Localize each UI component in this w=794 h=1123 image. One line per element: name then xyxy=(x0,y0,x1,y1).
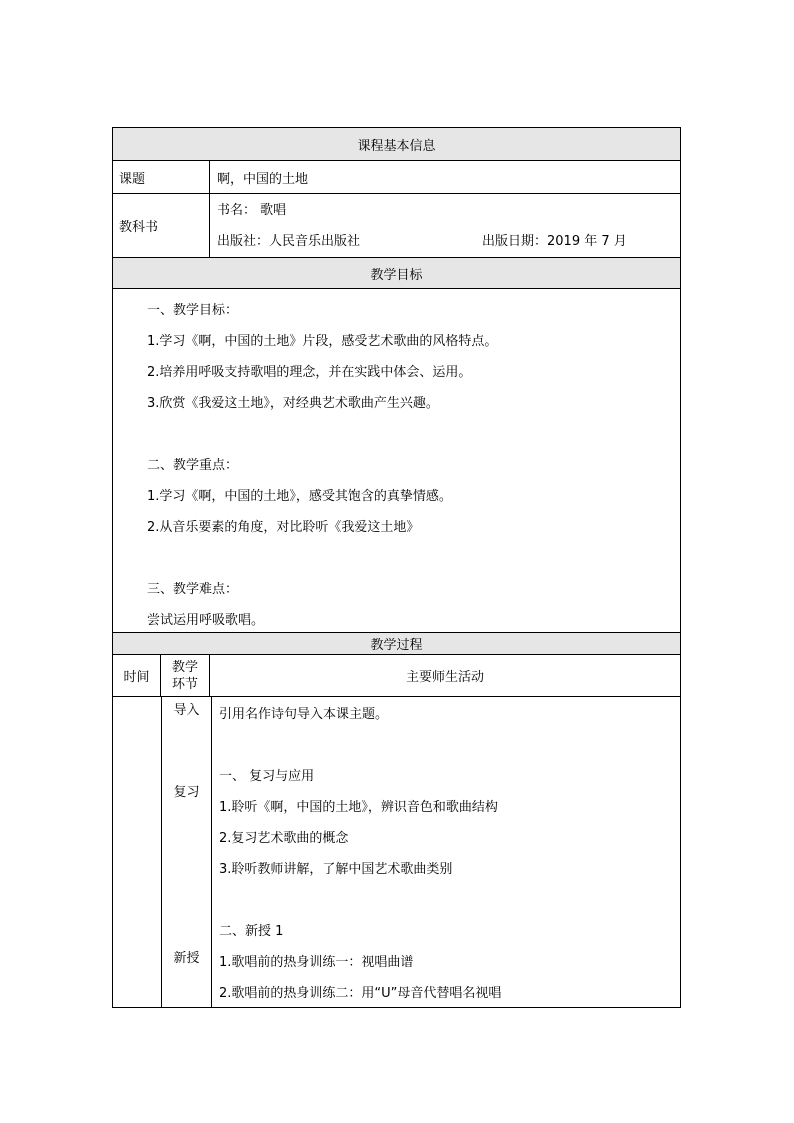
goals-header xyxy=(113,258,680,289)
time-cell xyxy=(113,697,162,1007)
stage-label: 新授 xyxy=(173,951,200,966)
stage-header xyxy=(161,655,210,696)
activity-line: 3.聆听教师讲解，了解中国艺术歌曲类别 xyxy=(219,862,453,877)
textbook-details xyxy=(210,194,680,257)
objective-item: 1.学习《啊，中国的土地》片段，感受艺术歌曲的风格特点。 xyxy=(147,334,498,349)
publisher: 出版社：人民音乐出版社 xyxy=(217,233,361,249)
publisher-line xyxy=(217,226,680,257)
activity-line: 1.歌唱前的热身训练一：视唱曲谱 xyxy=(219,955,414,970)
difficulty-item: 尝试运用呼吸歌唱。 xyxy=(147,613,265,628)
time-header: 时间 xyxy=(113,655,161,696)
course-info-header xyxy=(113,128,680,161)
key-point-item: 1.学习《啊，中国的土地》，感受其饱含的真挚情感。 xyxy=(147,489,452,504)
activity-header: 主要师生活动 xyxy=(405,670,484,685)
stage-header-line1: 教学 xyxy=(171,659,198,675)
process-column-headers xyxy=(113,655,680,697)
course-info-title: 课程基本信息 xyxy=(357,138,436,154)
topic-label: 课题 xyxy=(113,161,210,193)
activity-line: 一、 复习与应用 xyxy=(219,769,315,784)
activity-line: 1.聆听《啊，中国的土地》，辨识音色和歌曲结构 xyxy=(219,800,498,815)
difficulties-heading: 三、教学难点： xyxy=(147,582,239,597)
publish-date: 出版日期：2019 年 7 月 xyxy=(482,233,627,249)
stage-label: 导入 xyxy=(173,703,200,718)
objective-item: 2.培养用呼吸支持歌唱的理念，并在实践中体会、运用。 xyxy=(147,365,472,380)
stage-header-line2: 环节 xyxy=(171,676,198,692)
objectives-heading: 一、教学目标： xyxy=(147,303,239,318)
stage-cell xyxy=(162,697,212,1007)
book-name: 书名： 歌唱 xyxy=(217,202,287,218)
goals-title: 教学目标 xyxy=(370,267,423,283)
textbook-label: 教科书 xyxy=(113,194,210,257)
process-body-row xyxy=(113,697,680,1007)
key-point-item: 2.从音乐要素的角度，对比聆听《我爱这土地》 xyxy=(147,520,420,535)
goals-body-row xyxy=(113,289,680,633)
process-title: 教学过程 xyxy=(370,638,423,653)
activity-line: 引用名作诗句导入本课主题。 xyxy=(219,707,389,722)
lesson-plan-table xyxy=(112,127,681,1008)
activity-line: 2.歌唱前的热身训练二：用“U”母音代替唱名视唱 xyxy=(219,986,502,1001)
key-points-heading: 二、教学重点： xyxy=(147,458,239,473)
topic-row xyxy=(113,161,680,194)
stage-label: 复习 xyxy=(173,785,200,800)
goals-body xyxy=(113,289,497,632)
process-header xyxy=(113,633,680,655)
topic-value: 啊，中国的土地 xyxy=(217,171,309,187)
objective-item: 3.欣赏《我爱这土地》，对经典艺术歌曲产生兴趣。 xyxy=(147,396,439,411)
activity-cell xyxy=(212,697,680,1007)
activity-line: 2.复习艺术歌曲的概念 xyxy=(219,831,349,846)
activity-line: 二、新授 1 xyxy=(219,924,284,939)
textbook-row xyxy=(113,194,680,258)
